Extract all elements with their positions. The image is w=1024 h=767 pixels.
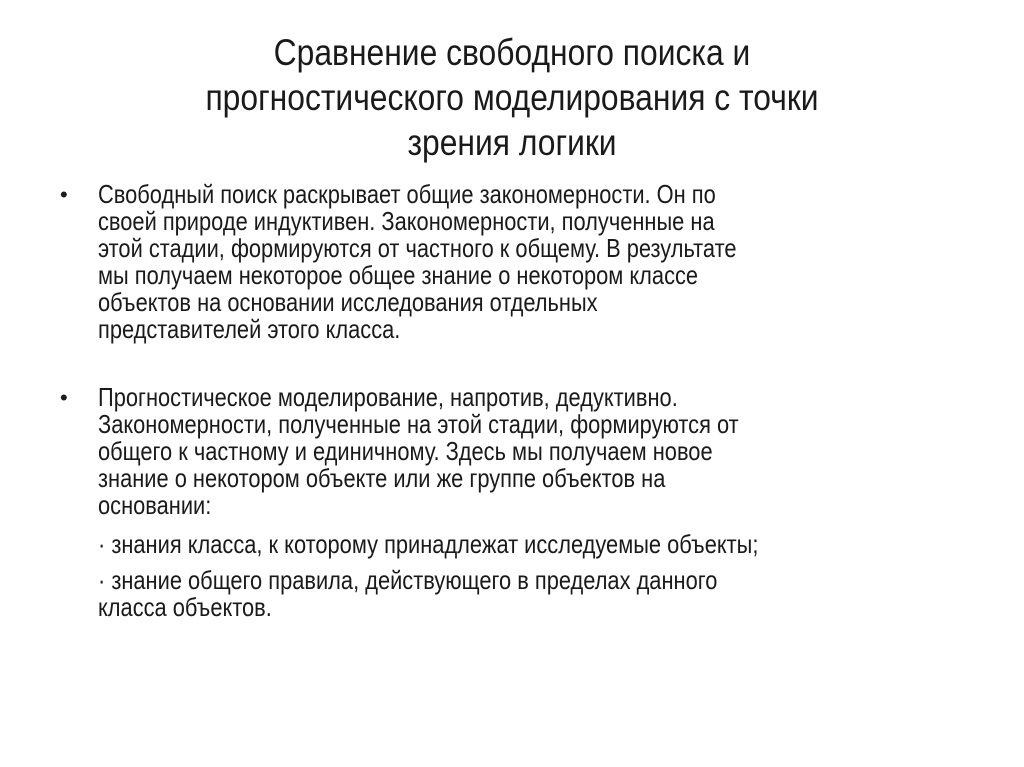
title-line: Сравнение свободного поиска и: [273, 32, 751, 73]
text-line: Свободный поиск раскрывает общие закономерности. Он по: [98, 179, 716, 209]
text-line: Закономерности, полученные на этой стадии, формируются от: [98, 409, 739, 439]
text-line: общего к частному и единичному. Здесь мы получаем новое: [98, 436, 713, 466]
text-line: класса объектов.: [98, 592, 272, 622]
sub-item-2: [98, 567, 717, 621]
text-line: объектов на основании исследования отдельных: [98, 287, 598, 317]
sub-item-1: [98, 531, 758, 558]
text-line: основании:: [98, 490, 212, 520]
title-line: прогностического моделирования с точки: [205, 77, 819, 118]
text-line: · знания класса, к которому принадлежат исследуемые объекты;: [98, 529, 759, 559]
text-line: мы получаем некоторое общее знание о некотором классе: [98, 260, 699, 290]
text-line: Прогностическое моделирование, напротив, дедуктивно.: [98, 382, 678, 412]
bullet-icon: •: [60, 385, 68, 410]
text-line: знание о некотором объекте или же группе объектов на: [98, 463, 666, 493]
bullet-icon: •: [60, 182, 68, 207]
text-line: своей природе индуктивен. Закономерности, полученные на: [98, 206, 715, 236]
bullet-paragraph-2: [98, 384, 739, 519]
text-line: представителей этого класса.: [98, 314, 401, 344]
title-line: зрения логики: [407, 122, 617, 163]
bullet-paragraph-1: [98, 181, 736, 343]
text-line: · знание общего правила, действующего в пределах данного: [98, 565, 718, 595]
text-line: этой стадии, формируются от частного к общему. В результате: [98, 233, 737, 263]
